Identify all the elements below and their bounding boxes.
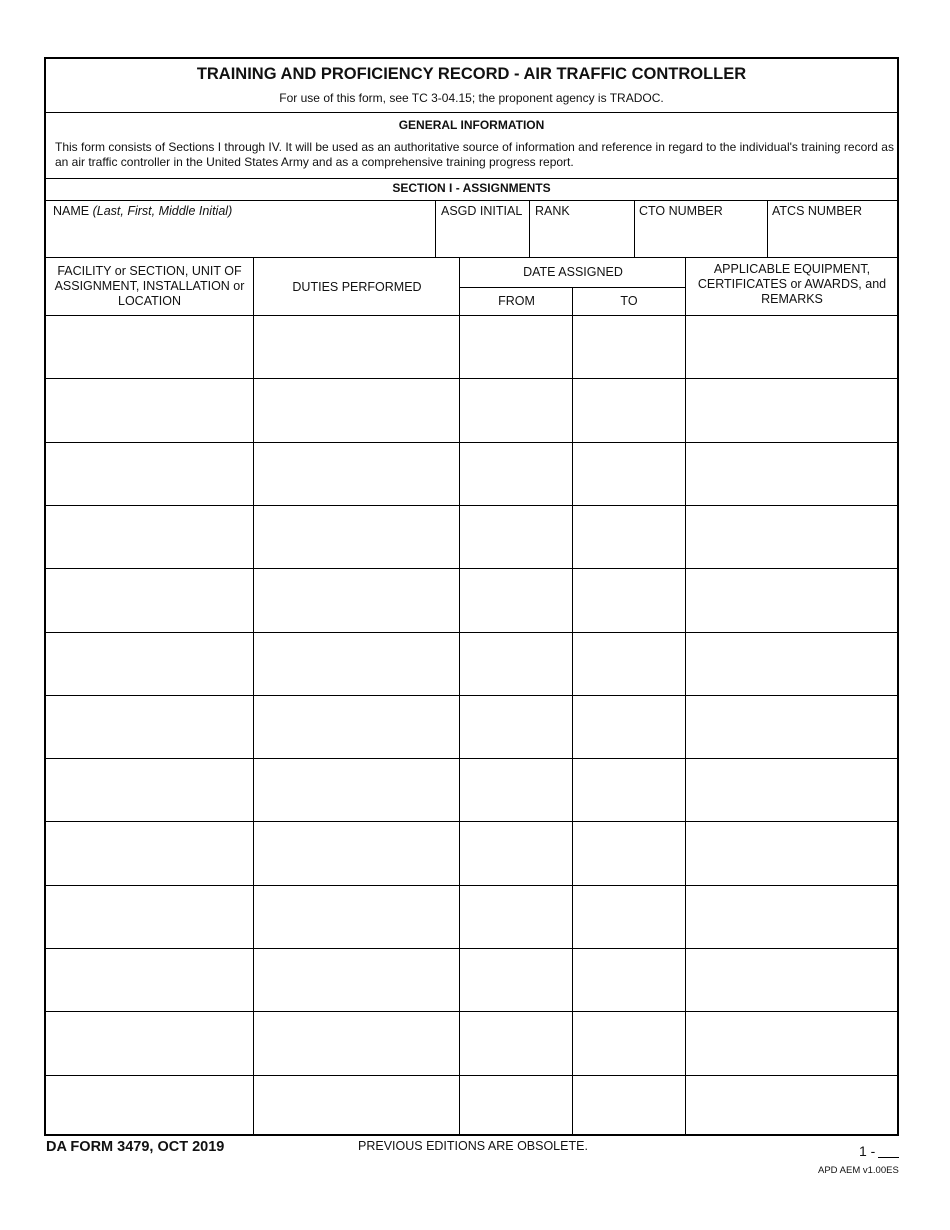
facility-cell[interactable] [46,506,253,567]
name-label-text: NAME [53,204,90,218]
duties-cell[interactable] [254,1012,459,1073]
page-number: 1 - [859,1143,876,1159]
duties-cell[interactable] [254,506,459,567]
facility-cell[interactable] [46,949,253,1010]
facility-cell[interactable] [46,1076,253,1137]
cto-number-field[interactable] [636,221,765,254]
divider [634,201,635,257]
to-date-cell[interactable] [573,1012,685,1073]
divider [529,201,530,257]
to-date-cell[interactable] [573,633,685,694]
divider [46,200,897,201]
duties-cell[interactable] [254,1076,459,1137]
divider [46,178,897,179]
remarks-cell[interactable] [686,696,897,757]
form-title: TRAINING AND PROFICIENCY RECORD - AIR TRAFFIC CONTROLLER [196,65,747,83]
divider [46,112,897,113]
from-date-cell[interactable] [460,759,572,820]
from-date-cell[interactable] [460,886,572,947]
from-column-header: FROM [498,294,535,308]
to-date-cell[interactable] [573,759,685,820]
equipment-column-header: APPLICABLE EQUIPMENT, CERTIFICATES or AWARDS, and REMARKS [697,262,887,306]
rank-label: RANK [535,204,570,218]
facility-cell[interactable] [46,886,253,947]
duties-cell[interactable] [254,696,459,757]
remarks-cell[interactable] [686,569,897,630]
facility-cell[interactable] [46,1012,253,1073]
from-date-cell[interactable] [460,949,572,1010]
duties-cell[interactable] [254,633,459,694]
form-frame [44,57,899,1136]
facility-cell[interactable] [46,569,253,630]
remarks-cell[interactable] [686,316,897,377]
to-date-cell[interactable] [573,569,685,630]
to-column-header: TO [620,294,638,308]
to-date-cell[interactable] [573,949,685,1010]
duties-column-header: DUTIES PERFORMED [292,280,422,294]
cto-number-label: CTO NUMBER [639,204,723,218]
page-total-blank [878,1157,899,1158]
remarks-cell[interactable] [686,633,897,694]
divider [46,257,897,258]
rank-field[interactable] [531,221,632,254]
remarks-cell[interactable] [686,506,897,567]
to-date-cell[interactable] [573,506,685,567]
remarks-cell[interactable] [686,1076,897,1137]
form-version: APD AEM v1.00ES [818,1165,899,1176]
asgd-initial-label: ASGD INITIAL [441,204,523,218]
remarks-cell[interactable] [686,379,897,440]
asgd-initial-field[interactable] [437,221,527,254]
remarks-cell[interactable] [686,759,897,820]
from-date-cell[interactable] [460,696,572,757]
duties-cell[interactable] [254,316,459,377]
to-date-cell[interactable] [573,316,685,377]
date-assigned-header: DATE ASSIGNED [523,265,623,279]
facility-cell[interactable] [46,759,253,820]
facility-cell[interactable] [46,316,253,377]
remarks-cell[interactable] [686,886,897,947]
general-information-heading: GENERAL INFORMATION [398,118,545,132]
to-date-cell[interactable] [573,379,685,440]
atcs-number-label: ATCS NUMBER [772,204,863,218]
facility-cell[interactable] [46,379,253,440]
obsolete-note: PREVIOUS EDITIONS ARE OBSOLETE. [358,1139,588,1153]
section-1-heading: SECTION I - ASSIGNMENTS [392,181,551,195]
to-date-cell[interactable] [573,443,685,504]
duties-cell[interactable] [254,443,459,504]
remarks-cell[interactable] [686,949,897,1010]
remarks-cell[interactable] [686,1012,897,1073]
from-date-cell[interactable] [460,443,572,504]
facility-cell[interactable] [46,822,253,883]
from-date-cell[interactable] [460,569,572,630]
remarks-cell[interactable] [686,822,897,883]
name-field[interactable] [48,221,432,254]
from-date-cell[interactable] [460,1076,572,1137]
form-subtitle: For use of this form, see TC 3-04.15; the proponent agency is TRADOC. [279,91,664,105]
to-date-cell[interactable] [573,886,685,947]
general-information-text: This form consists of Sections I through IV. It will be used as an authoritative source of information and reference in regard to the individual's training record as an air traffic controller in the United States Army and as a comprehensive training progress report. [55,140,894,169]
duties-cell[interactable] [254,822,459,883]
facility-cell[interactable] [46,696,253,757]
from-date-cell[interactable] [460,822,572,883]
duties-cell[interactable] [254,949,459,1010]
duties-cell[interactable] [254,569,459,630]
divider [767,201,768,257]
duties-cell[interactable] [254,379,459,440]
divider [435,201,436,257]
duties-cell[interactable] [254,759,459,820]
name-hint: (Last, First, Middle Initial) [92,204,233,218]
from-date-cell[interactable] [460,379,572,440]
from-date-cell[interactable] [460,316,572,377]
remarks-cell[interactable] [686,443,897,504]
facility-cell[interactable] [46,443,253,504]
form-id: DA FORM 3479, OCT 2019 [46,1139,225,1155]
to-date-cell[interactable] [573,822,685,883]
facility-column-header: FACILITY or SECTION, UNIT OF ASSIGNMENT, INSTALLATION or LOCATION [54,264,245,308]
atcs-number-field[interactable] [769,221,895,254]
to-date-cell[interactable] [573,1076,685,1137]
name-label [53,204,232,218]
from-date-cell[interactable] [460,1012,572,1073]
to-date-cell[interactable] [573,696,685,757]
from-date-cell[interactable] [460,506,572,567]
from-date-cell[interactable] [460,633,572,694]
duties-cell[interactable] [254,886,459,947]
facility-cell[interactable] [46,633,253,694]
